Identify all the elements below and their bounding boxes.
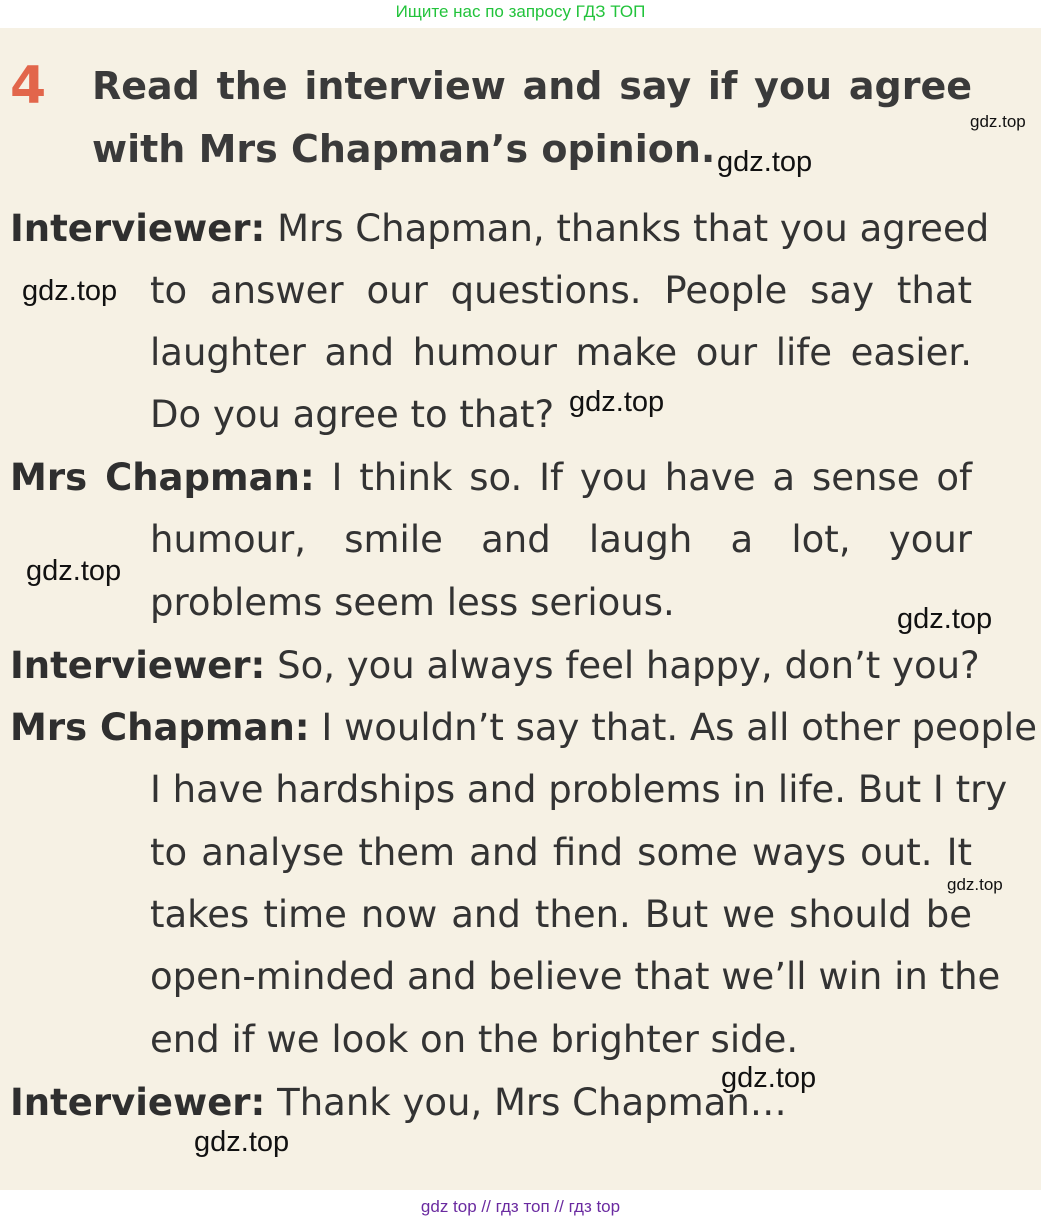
dialogue-line: I have hardships and problems in life. But I try [150,768,1008,811]
dialogue-line [10,644,980,687]
speaker-label: Interviewer: [10,207,266,250]
dialogue-line: to answer our questions. People say that [150,269,972,312]
dialogue-line: Do you agree to that? [150,393,555,436]
speaker-label: Interviewer: [10,1081,266,1124]
dialogue-line [10,207,990,250]
line-text: Mrs Chapman, thanks that you agreed [265,207,990,250]
watermark: gdz.top [897,603,993,635]
watermark: gdz.top [970,112,1026,131]
watermark: gdz.top [22,275,118,307]
task-instruction-line-1: Read the interview and say if you agree [92,64,972,108]
dialogue-line [10,456,972,499]
task-number: 4 [10,56,47,116]
dialogue-line: open-minded and believe that we’ll win in the [150,955,1001,998]
dialogue-line [10,706,1037,749]
watermark: gdz.top [194,1126,290,1158]
watermark: gdz.top [721,1062,817,1094]
speaker-label: Mrs Chapman: [10,706,310,749]
watermark: gdz.top [26,555,122,587]
line-text: Thank you, Mrs Chapman… [265,1081,787,1124]
line-text: I wouldn’t say that. As all other people [309,706,1037,749]
task-instruction-line-2: with Mrs Chapman’s opinion. [92,127,716,171]
speaker-label: Mrs Chapman: [10,456,315,499]
dialogue-line: end if we look on the brighter side. [150,1018,799,1061]
dialogue-line [10,1081,972,1124]
dialogue-line: problems seem less serious. [150,581,675,624]
watermark: gdz.top [569,386,665,418]
watermark: gdz.top [717,146,813,178]
watermark: gdz.top [947,875,1003,894]
top-banner[interactable]: Ищите нас по запросу ГДЗ ТОП [395,2,646,21]
dialogue-line: laughter and humour make our life easier. [150,331,972,374]
dialogue-line: takes time now and then. But we should be [150,893,972,936]
line-text: So, you always feel happy, don’t you? [265,644,980,687]
line-text: I think so. If you have a sense of [314,456,972,499]
footer-links[interactable]: gdz top // гдз топ // гдз top [420,1197,621,1216]
dialogue-line: humour, smile and laugh a lot, your [150,518,972,561]
speaker-label: Interviewer: [10,644,266,687]
dialogue-line: to analyse them and find some ways out. It [150,831,972,874]
